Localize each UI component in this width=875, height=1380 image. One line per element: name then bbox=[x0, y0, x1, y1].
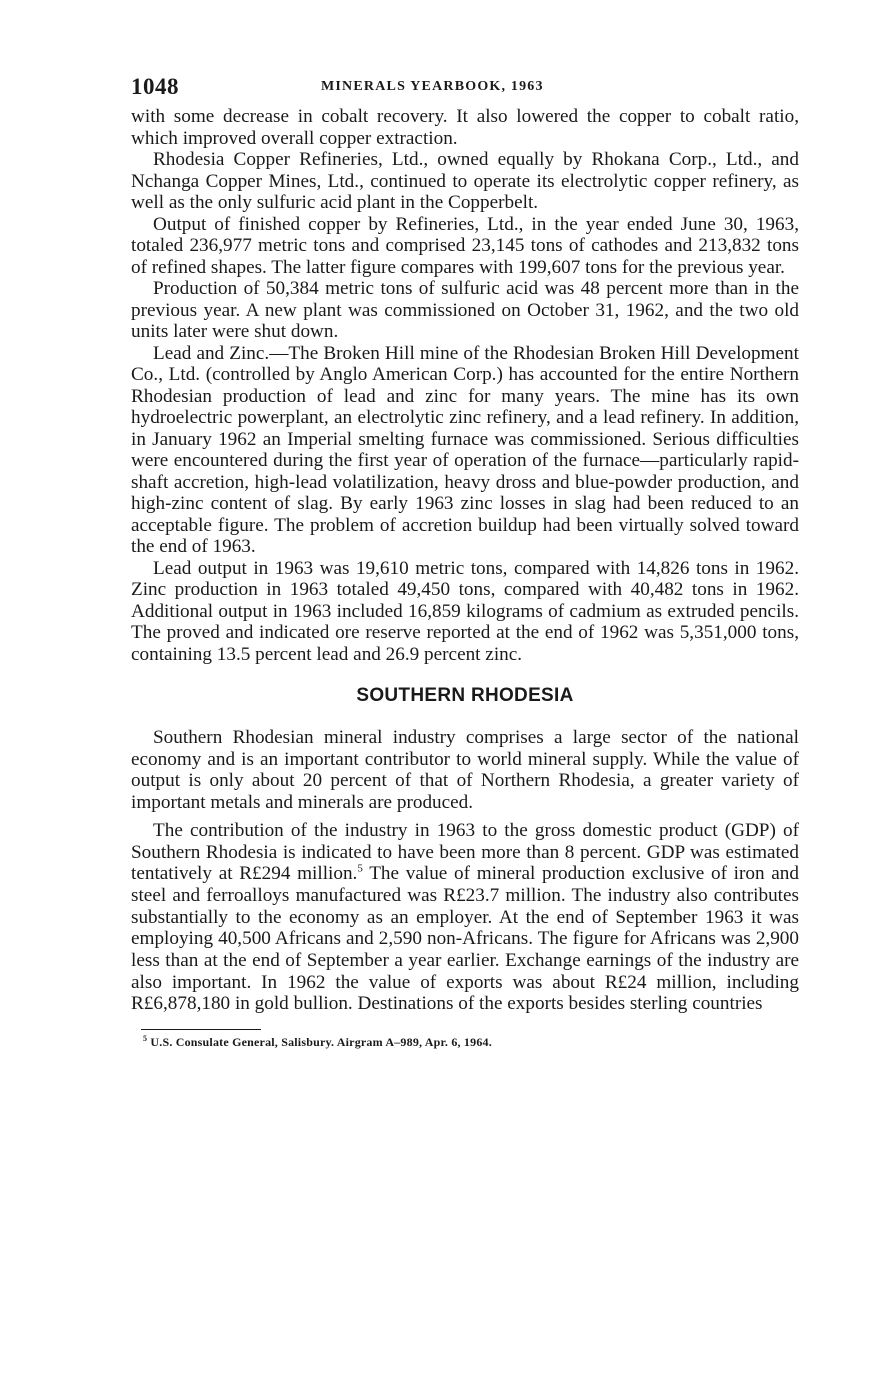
footnote-rule bbox=[141, 1029, 261, 1030]
lead-zinc-text: —The Broken Hill mine of the Rhodesian Broken Hill Development Co., Ltd. (controlled by Anglo American Corp.) has accounted for the entire Northern Rhodesian production of lead and zinc for many years. The mine has its own hydroelectric powerplant, an electrolytic zinc refinery, and a lead refinery. In addition, in January 1962 an Imperial smelting furnace was commissioned. Serious difficulties were encountered during the first year of operation of the furnace—particularly rapid-shaft accretion, high-lead volatilization, heavy dross and blue-powder production, and high-zinc content of slag. By early 1963 zinc losses in slag had been reduced to an acceptable figure. The problem of accretion buildup had been virtually solved toward the end of 1963. bbox=[131, 342, 799, 557]
footnote-reference: 5 bbox=[357, 862, 363, 875]
paragraph: Production of 50,384 metric tons of sulfuric acid was 48 percent more than in the previous year. A new plant was commissioned on October 31, 1962, and the two old units later were shut down. bbox=[131, 278, 799, 342]
page-number: 1048 bbox=[131, 74, 179, 99]
footnote-marker: 5 bbox=[143, 1034, 148, 1044]
body-text bbox=[131, 106, 799, 665]
paragraph: Output of finished copper by Refineries, Ltd., in the year ended June 30, 1963, totaled 236,977 metric tons and comprised 23,145 tons of cathodes and 213,832 tons of refined shapes. The latter figure compares with 199,607 tons for the previous year. bbox=[131, 213, 799, 278]
paragraph: Rhodesia Copper Refineries, Ltd., owned equally by Rhokana Corp., Ltd., and Nchanga Copper Mines, Ltd., continued to operate its electrolytic copper refinery, as well as the only sulfuric acid plant in the Copperbelt. bbox=[131, 149, 799, 213]
footnote-text: U.S. Consulate General, Salisbury. Airgram A–989, Apr. 6, 1964. bbox=[147, 1035, 492, 1050]
paragraph: Southern Rhodesian mineral industry comprises a large sector of the national economy and is an important contributor to world mineral supply. While the value of output is only about 20 percent of that of Northern Rhodesia, a greater variety of important metals and minerals are produced. bbox=[131, 727, 799, 814]
paragraph: Lead output in 1963 was 19,610 metric tons, compared with 14,826 tons in 1962. Zinc production in 1963 totaled 49,450 tons, compared with 40,482 tons in 1962. Additional output in 1963 included 16,859 kilograms of cadmium as extruded pencils. The proved and indicated ore reserve reported at the end of 1962 was 5,351,000 tons, containing 13.5 percent lead and 26.9 percent zinc. bbox=[131, 557, 799, 665]
paragraph: with some decrease in cobalt recovery. It also lowered the copper to cobalt ratio, which improved overall copper extraction. bbox=[131, 106, 799, 149]
footnote bbox=[143, 1035, 799, 1050]
gdp-text-a: The contribution of the industry in 1963 to the gross domestic product (GDP) of Southern Rhodesia is indicated to have been more than 8 percent. GDP was estimated tentatively at R£294 million. bbox=[131, 819, 799, 885]
gdp-text-b: The value of mineral production exclusive of iron and steel and ferroalloys manufactured was R£23.7 million. The industry also contributes substantially to the economy as an employer. At the end of September 1963 it was employing 40,500 Africans and 2,590 non-Africans. The figure for Africans was 2,900 less than at the end of September a year earlier. Exchange earnings of the industry are also important. In 1962 the value of exports was about R£24 million, including R£6,878,180 in gold bullion. Destinations of the exports besides sterling countries bbox=[131, 863, 799, 1015]
page bbox=[131, 70, 799, 1050]
section-heading: SOUTHERN RHODESIA bbox=[356, 685, 574, 706]
running-head bbox=[131, 70, 799, 106]
section-text bbox=[131, 727, 799, 1015]
gdp-paragraph bbox=[131, 820, 799, 1015]
running-title: MINERALS YEARBOOK, 1963 bbox=[321, 79, 544, 94]
run-in-heading: Lead and Zinc. bbox=[153, 342, 270, 364]
lead-zinc-paragraph bbox=[131, 343, 799, 558]
